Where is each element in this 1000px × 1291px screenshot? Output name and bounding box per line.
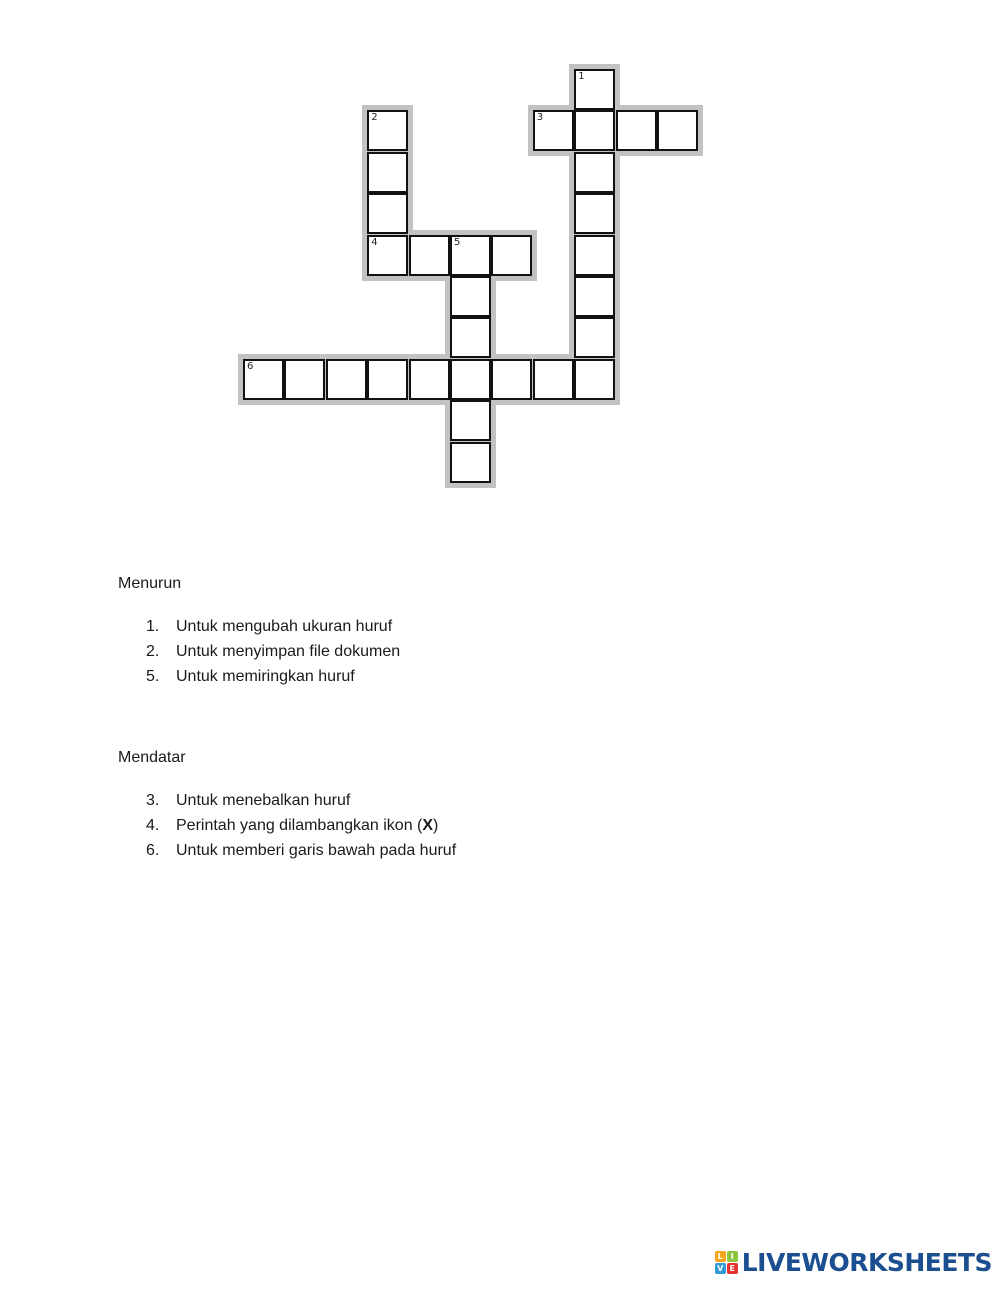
crossword-cell[interactable] [574, 152, 615, 193]
clue-text: Untuk memiringkan huruf [176, 668, 355, 685]
crossword-cell[interactable] [574, 235, 615, 276]
clue-down-1 [146, 614, 400, 639]
crossword-cell[interactable] [367, 235, 408, 276]
crossword-cell[interactable] [491, 235, 532, 276]
crossword-cell[interactable] [450, 359, 491, 400]
cell-number: 5 [454, 236, 461, 248]
crossword-cell[interactable] [574, 317, 615, 358]
crossword-cell[interactable] [450, 317, 491, 358]
crossword-cell[interactable] [533, 359, 574, 400]
crossword-cell[interactable] [243, 359, 284, 400]
clue-number: 6. [146, 842, 160, 859]
cell-number: 6 [247, 360, 254, 372]
crossword-grid [0, 0, 1000, 520]
crossword-cell[interactable] [409, 235, 450, 276]
clue-text: Untuk menebalkan huruf [176, 792, 351, 809]
crossword-cell[interactable] [367, 359, 408, 400]
logo-letter: L [715, 1251, 726, 1262]
clue-across-3 [146, 788, 456, 813]
crossword-cell[interactable] [450, 442, 491, 483]
menurun-title: Menurun [118, 575, 182, 592]
mendatar-title: Mendatar [118, 749, 186, 766]
crossword-cell[interactable] [450, 276, 491, 317]
crossword-cell[interactable] [574, 276, 615, 317]
crossword-cell[interactable] [326, 359, 367, 400]
clue-icon-letter: X [422, 817, 434, 834]
crossword-cell[interactable] [409, 359, 450, 400]
clue-text: Untuk mengubah ukuran huruf [176, 618, 393, 635]
crossword-cell[interactable] [574, 69, 615, 110]
clue-number: 2. [146, 643, 160, 660]
clue-number: 5. [146, 668, 160, 685]
crossword-cell[interactable] [533, 110, 574, 151]
clue-across-4 [146, 813, 456, 838]
cell-number: 1 [578, 71, 585, 82]
logo-mark-icon [715, 1251, 738, 1274]
cell-number: 4 [371, 236, 378, 248]
logo-letter: V [715, 1263, 726, 1274]
clue-number: 4. [146, 817, 160, 834]
cell-number: 2 [371, 112, 378, 124]
crossword-cell[interactable] [574, 110, 615, 151]
cell-number: 3 [536, 112, 544, 124]
logo-text: LIVEWORKSHEETS [741, 1248, 992, 1277]
logo-letter: I [727, 1251, 738, 1262]
menurun-clue-list [146, 614, 400, 689]
liveworksheets-logo [715, 1248, 992, 1277]
clue-text: Perintah yang dilambangkan ikon ( [176, 817, 423, 834]
crossword-cell[interactable] [491, 359, 532, 400]
crossword-cell[interactable] [284, 359, 325, 400]
clue-text-end: ) [433, 817, 439, 834]
crossword-cell[interactable] [367, 110, 408, 151]
mendatar-clue-list [146, 788, 456, 863]
crossword-cell[interactable] [657, 110, 698, 151]
crossword-cell[interactable] [450, 400, 491, 441]
crossword-cell[interactable] [450, 235, 491, 276]
clue-across-6 [146, 838, 456, 863]
crossword-cell[interactable] [367, 152, 408, 193]
clue-text: Untuk memberi garis bawah pada huruf [176, 842, 457, 859]
clue-text: Untuk menyimpan file dokumen [176, 643, 401, 660]
crossword-cell[interactable] [574, 359, 615, 400]
logo-letter: E [727, 1263, 738, 1274]
clue-number: 1. [146, 618, 160, 635]
crossword-cell[interactable] [616, 110, 657, 151]
crossword-cell[interactable] [367, 193, 408, 234]
clue-number: 3. [146, 792, 160, 809]
clue-down-5 [146, 664, 400, 689]
crossword-cell[interactable] [574, 193, 615, 234]
clue-down-2 [146, 639, 400, 664]
